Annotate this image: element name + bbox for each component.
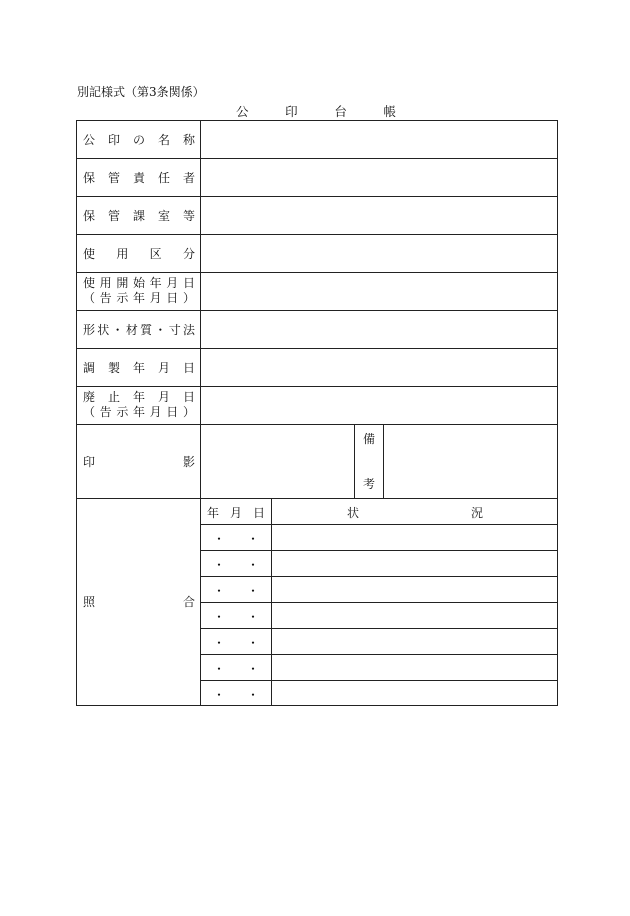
field-label-name [83,120,195,158]
seal-impression-cell[interactable] [201,425,354,498]
date-separator: ・ [212,610,225,624]
label-char: ・ [111,322,124,337]
date-separator: ・ [212,584,225,598]
check-entry-status[interactable] [272,603,556,628]
field-input-use[interactable] [201,235,556,272]
label-char: 寸 [168,322,181,337]
check-entry-date[interactable] [201,608,271,625]
label-char: 日 [166,405,179,419]
title-char: 公 [236,104,249,119]
date-separator: ・ [212,662,225,676]
label-char: （ [83,405,96,419]
label-char: 月 [149,405,162,419]
label-char: 印 [107,132,120,147]
label-char: 任 [157,170,170,185]
field-input-section[interactable] [201,197,556,234]
label-char: 保 [83,170,96,185]
label-char: 年 [149,276,162,290]
table-left-border [76,120,77,705]
label-char: 責 [132,170,145,185]
date-column-header [207,504,265,521]
field-input-keeper[interactable] [201,159,556,196]
label-char: 状 [97,322,110,337]
check-entry-date[interactable] [201,660,271,677]
check-entry-date[interactable] [201,686,271,703]
check-entry-status[interactable] [272,551,556,576]
label-char: 月 [166,276,179,290]
label-char: の [132,132,145,147]
title-char: 印 [285,104,298,119]
label-char: 考 [362,477,375,491]
label-char: ） [182,291,195,305]
field-input-start[interactable] [201,273,556,310]
form-title [236,102,396,118]
label-char: 使 [83,276,96,290]
label-char: 質 [140,322,153,337]
field-label-section [83,196,195,234]
field-label-start [83,276,195,306]
label-char: 者 [182,170,195,185]
field-label-use [83,234,195,272]
label-char: （ [83,291,96,305]
date-separator: ・ [247,610,260,624]
table-bottom-border [76,705,558,706]
remarks-label [355,430,383,492]
label-char: 管 [107,208,120,223]
label-char: 調 [83,360,96,375]
label-char: 管 [107,170,120,185]
check-entry-date[interactable] [201,530,271,547]
label-char: 示 [116,405,129,419]
field-label-seal-impression [83,424,195,498]
date-separator: ・ [247,688,260,702]
date-separator: ・ [212,636,225,650]
label-char: 備 [362,432,375,446]
label-char: 状 [347,506,360,520]
label-char: 課 [132,208,145,223]
label-char: 製 [107,360,120,375]
date-separator: ・ [247,584,260,598]
label-char: 名 [157,132,170,147]
field-input-made[interactable] [201,349,556,386]
field-input-name[interactable] [201,121,556,158]
label-char: 年 [207,506,220,520]
label-column-border [200,120,201,705]
check-entry-status[interactable] [272,681,556,706]
label-char: 年 [132,390,145,404]
label-char: 年 [132,405,145,419]
label-char: 日 [182,360,195,375]
date-separator: ・ [247,558,260,572]
date-separator: ・ [212,532,225,546]
field-label-abolish [83,390,195,420]
label-char: 況 [470,506,483,520]
title-char: 台 [334,104,347,119]
label-char: 公 [83,132,96,147]
label-char: 月 [157,390,170,404]
label-char: 日 [166,291,179,305]
label-char: 年 [132,360,145,375]
title-char: 帳 [383,104,396,119]
label-char: 開 [116,276,129,290]
label-char: 室 [157,208,170,223]
date-separator: ・ [247,662,260,676]
label-char: 月 [157,360,170,375]
field-label-shape [83,310,195,348]
label-char: 告 [99,405,112,419]
field-input-shape[interactable] [201,311,556,348]
check-entry-status[interactable] [272,525,556,550]
date-separator: ・ [247,532,260,546]
label-char: 印 [83,454,96,469]
field-label-made [83,348,195,386]
label-char: 日 [182,390,195,404]
form-heading: 別記様式（第3条関係） [77,85,205,99]
date-separator: ・ [247,636,260,650]
label-char: 用 [99,276,112,290]
field-label-collation [83,498,195,705]
check-entry-date[interactable] [201,634,271,651]
label-char: 月 [149,291,162,305]
label-char: ） [182,405,195,419]
label-char: 日 [182,276,195,290]
label-char: 使 [83,246,96,261]
label-char: 合 [182,595,195,609]
check-entry-status[interactable] [272,577,556,602]
label-char: 用 [116,246,129,261]
label-char: 告 [99,291,112,305]
date-separator: ・ [212,558,225,572]
label-char: 等 [182,208,195,223]
label-char: 示 [116,291,129,305]
label-char: 分 [182,246,195,261]
date-separator: ・ [212,688,225,702]
remarks-cell[interactable] [384,425,556,498]
label-char: 形 [83,322,96,337]
check-entry-date[interactable] [201,582,271,599]
label-char: 月 [229,506,242,520]
label-char: 称 [182,132,195,147]
label-char: ・ [154,322,167,337]
table-right-border [557,120,558,706]
label-char: 影 [182,454,195,469]
label-char: 始 [132,276,145,290]
label-char: 法 [182,322,195,337]
field-label-keeper [83,158,195,196]
check-entry-date[interactable] [201,556,271,573]
label-char: 材 [125,322,138,337]
status-column-header [347,504,483,521]
label-char: 保 [83,208,96,223]
check-entry-status[interactable] [272,629,556,654]
label-char: 年 [132,291,145,305]
label-char: 廃 [83,390,96,404]
label-char: 照 [83,595,96,609]
label-char: 止 [107,390,120,404]
label-char: 区 [149,246,162,261]
field-input-abolish[interactable] [201,387,556,424]
check-entry-status[interactable] [272,655,556,680]
label-char: 日 [252,506,265,520]
